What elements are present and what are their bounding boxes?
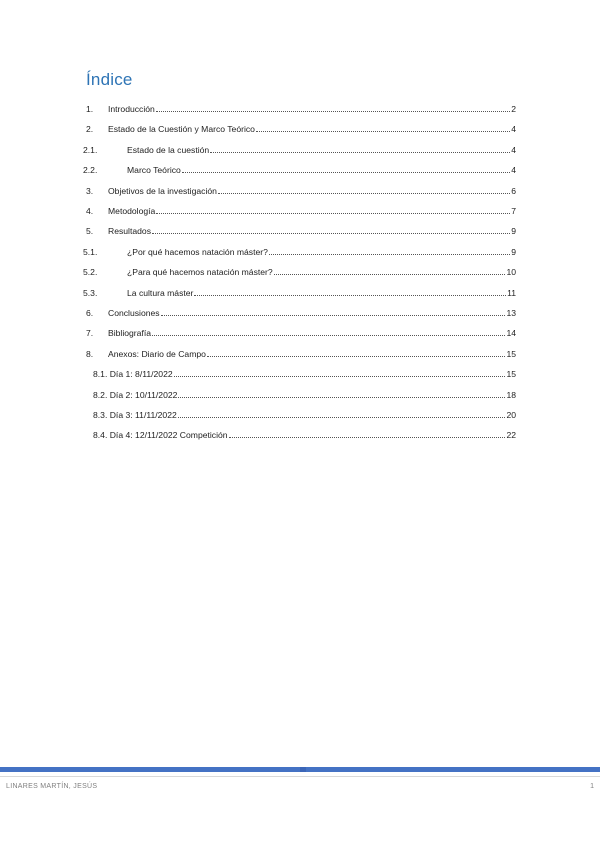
toc-entry-title: ¿Para qué hacemos natación máster? xyxy=(127,267,273,278)
toc-entry-number: 5.3. xyxy=(83,287,98,298)
toc-dot-leader xyxy=(207,356,506,357)
toc-entry[interactable] xyxy=(83,139,516,155)
footer-page-number: 1 xyxy=(590,783,594,790)
toc-entry-page: 15 xyxy=(506,369,516,380)
toc-entry[interactable] xyxy=(86,322,516,338)
footer-divider xyxy=(0,776,600,777)
toc-entry-title: Resultados xyxy=(108,226,151,237)
toc-entry-number: 3. xyxy=(86,185,94,196)
toc-entry[interactable] xyxy=(83,282,516,298)
toc-entry-title: 8.2. Día 2: 10/11/2022 xyxy=(93,389,178,400)
toc-dot-leader xyxy=(274,274,506,275)
toc-entry-page: 11 xyxy=(507,287,516,298)
toc-entry-page: 7 xyxy=(511,206,516,216)
toc-dot-leader xyxy=(256,131,510,132)
toc-entry-title: ¿Por qué hacemos natación máster? xyxy=(127,246,268,257)
toc-entry-number: 1. xyxy=(86,104,94,114)
toc-entry[interactable] xyxy=(86,424,516,440)
toc-entry-page: 22 xyxy=(506,430,516,441)
toc-entry-title: 8.4. Día 4: 12/11/2022 Competición xyxy=(93,430,228,441)
toc-entry-page: 10 xyxy=(506,267,516,278)
toc-entry-page: 14 xyxy=(506,328,516,339)
toc-entry-number: 5. xyxy=(86,226,94,237)
toc-entry-page: 4 xyxy=(511,144,516,155)
toc-dot-leader xyxy=(156,213,510,214)
footer-accent-bar xyxy=(0,767,600,772)
toc-entry-title: Estado de la cuestión xyxy=(127,144,210,155)
toc-entry-title: La cultura máster xyxy=(127,287,194,298)
toc-entry[interactable] xyxy=(86,384,516,400)
toc-entry[interactable] xyxy=(86,220,516,236)
toc-dot-leader xyxy=(178,397,505,398)
toc-entry-title: Objetivos de la investigación xyxy=(108,185,217,196)
toc-entry-number: 2.2. xyxy=(83,165,98,176)
toc-entry-number: 5.1. xyxy=(83,246,98,257)
toc-dot-leader xyxy=(229,437,506,438)
toc-dot-leader xyxy=(178,417,506,418)
toc-dot-leader xyxy=(174,376,506,377)
toc-entry-page: 6 xyxy=(511,185,516,196)
toc-entry-number: 2.1. xyxy=(83,144,98,155)
toc-entry[interactable] xyxy=(86,200,516,216)
toc-entry-number: 4. xyxy=(86,206,94,216)
toc-entry-number: 5.2. xyxy=(83,267,98,278)
toc-dot-leader xyxy=(161,315,506,316)
toc-entry-title: Bibliografía xyxy=(108,328,151,339)
toc-dot-leader xyxy=(152,335,505,336)
toc-entry-page: 2 xyxy=(511,104,516,114)
toc-entry-number: 8. xyxy=(86,348,94,359)
toc-entry-page: 13 xyxy=(506,308,516,318)
toc-entry-title: Introducción xyxy=(108,104,155,114)
toc-entry-page: 18 xyxy=(506,389,516,400)
toc-entry-title: Estado de la Cuestión y Marco Teórico xyxy=(108,124,255,135)
toc-dot-leader xyxy=(182,172,510,173)
toc-entry-title: Conclusiones xyxy=(108,308,160,318)
toc-entry[interactable] xyxy=(86,118,516,134)
toc-entry-page: 15 xyxy=(506,348,516,359)
toc-entry[interactable] xyxy=(86,302,516,318)
toc-entry[interactable] xyxy=(83,241,516,257)
toc-entry-page: 4 xyxy=(511,124,516,135)
toc-entry[interactable] xyxy=(83,261,516,278)
toc-entry-title: Metodología xyxy=(108,206,156,216)
footer-author: LINARES MARTÍN, JESÚS xyxy=(6,783,98,790)
toc-entry[interactable] xyxy=(86,363,516,379)
footer-accent-notch xyxy=(300,767,306,772)
toc-title: Índice xyxy=(86,70,133,89)
toc-entry[interactable] xyxy=(86,343,516,359)
toc-entry-page: 9 xyxy=(511,246,516,257)
toc-entry-title: Anexos: Diario de Campo xyxy=(108,348,206,359)
toc-dot-leader xyxy=(269,254,510,255)
toc-entry[interactable] xyxy=(86,98,516,114)
toc-entry-title: Marco Teórico xyxy=(127,165,181,176)
toc-entry-number: 7. xyxy=(86,328,94,339)
toc-entry-title: 8.3. Día 3: 11/11/2022 xyxy=(93,410,177,420)
toc-dot-leader xyxy=(194,295,506,296)
toc-entry-number: 2. xyxy=(86,124,94,135)
toc-dot-leader xyxy=(152,233,510,234)
toc-entry-number: 6. xyxy=(86,308,94,318)
toc-entry[interactable] xyxy=(83,159,516,176)
toc-entry-title: 8.1. Día 1: 8/11/2022 xyxy=(93,369,173,380)
toc-entry-page: 20 xyxy=(506,410,516,420)
toc-dot-leader xyxy=(218,193,510,194)
toc-dot-leader xyxy=(210,152,510,153)
toc-entry[interactable] xyxy=(86,180,516,196)
toc-entry-page: 4 xyxy=(511,165,516,176)
toc-entry-page: 9 xyxy=(511,226,516,237)
toc-entry[interactable] xyxy=(86,404,516,420)
toc-dot-leader xyxy=(156,111,510,112)
